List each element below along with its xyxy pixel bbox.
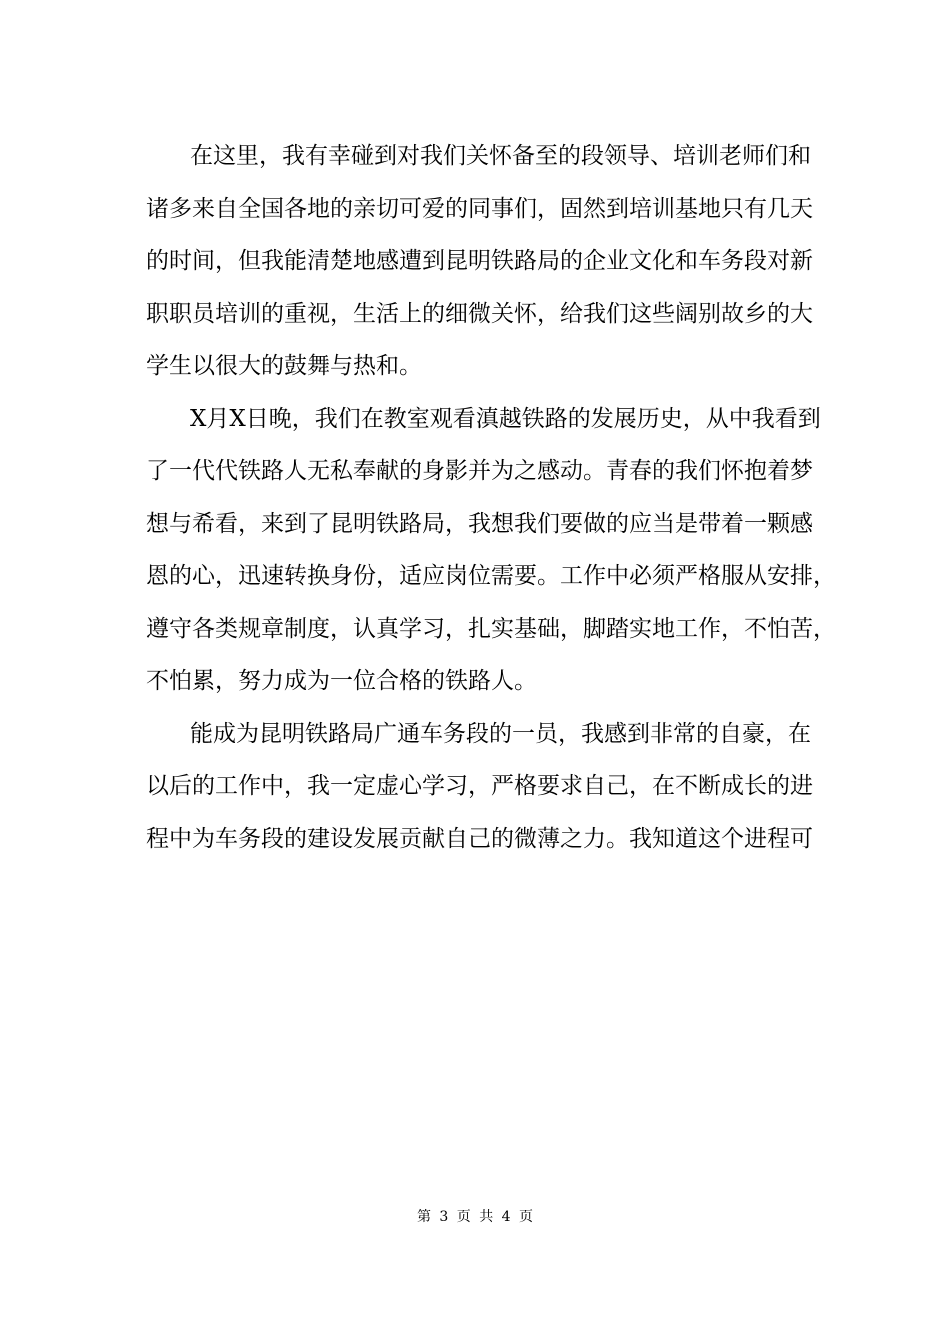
document-body (146, 130, 836, 865)
page-footer (0, 1206, 950, 1226)
text-line: 了一代代铁路人无私奉献的身影并为之感动。青春的我们怀抱着梦 (146, 458, 813, 484)
footer-total-pages: 4 (501, 1209, 511, 1225)
footer-prefix: 第 (416, 1209, 431, 1225)
text-line: 不怕累，努力成为一位合格的铁路人。 (146, 668, 537, 694)
paragraph-2 (146, 393, 836, 708)
text-line: 以后的工作中，我一定虚心学习，严格要求自己，在不断成长的进 (146, 773, 813, 799)
footer-current-page: 3 (439, 1209, 449, 1225)
text-line: 程中为车务段的建设发展贡献自己的微薄之力。我知道这个进程可 (146, 825, 813, 852)
footer-suffix: 页 (519, 1209, 534, 1225)
footer-total-word: 共 (479, 1209, 494, 1225)
paragraph-1 (146, 130, 813, 393)
text-line: 诸多来自全国各地的亲切可爱的同事们，固然到培训基地只有几天 (146, 195, 813, 222)
text-line: 想与希看，来到了昆明铁路局，我想我们要做的应当是带着一颗感 (146, 510, 813, 537)
text-line: 遵守各类规章制度，认真学习，扎实基础，脚踏实地工作，不怕苦， (146, 615, 836, 642)
text-line: X月X日晚，我们在教室观看滇越铁路的发展历史，从中我看到 (190, 405, 821, 432)
text-line: 在这里，我有幸碰到对我们关怀备至的段领导、培训老师们和 (190, 143, 811, 169)
footer-page-word: 页 (456, 1209, 471, 1225)
text-line: 学生以很大的鼓舞与热和。 (146, 353, 422, 379)
text-line: 恩的心，迅速转换身份，适应岗位需要。工作中必须严格服从安排， (146, 563, 836, 589)
text-line: 职职员培训的重视，生活上的细微关怀，给我们这些阔别故乡的大 (146, 300, 813, 327)
paragraph-3 (146, 708, 813, 866)
text-line: 的时间，但我能清楚地感遭到昆明铁路局的企业文化和车务段对新 (146, 248, 813, 274)
text-line: 能成为昆明铁路局广通车务段的一员，我感到非常的自豪，在 (190, 720, 811, 747)
